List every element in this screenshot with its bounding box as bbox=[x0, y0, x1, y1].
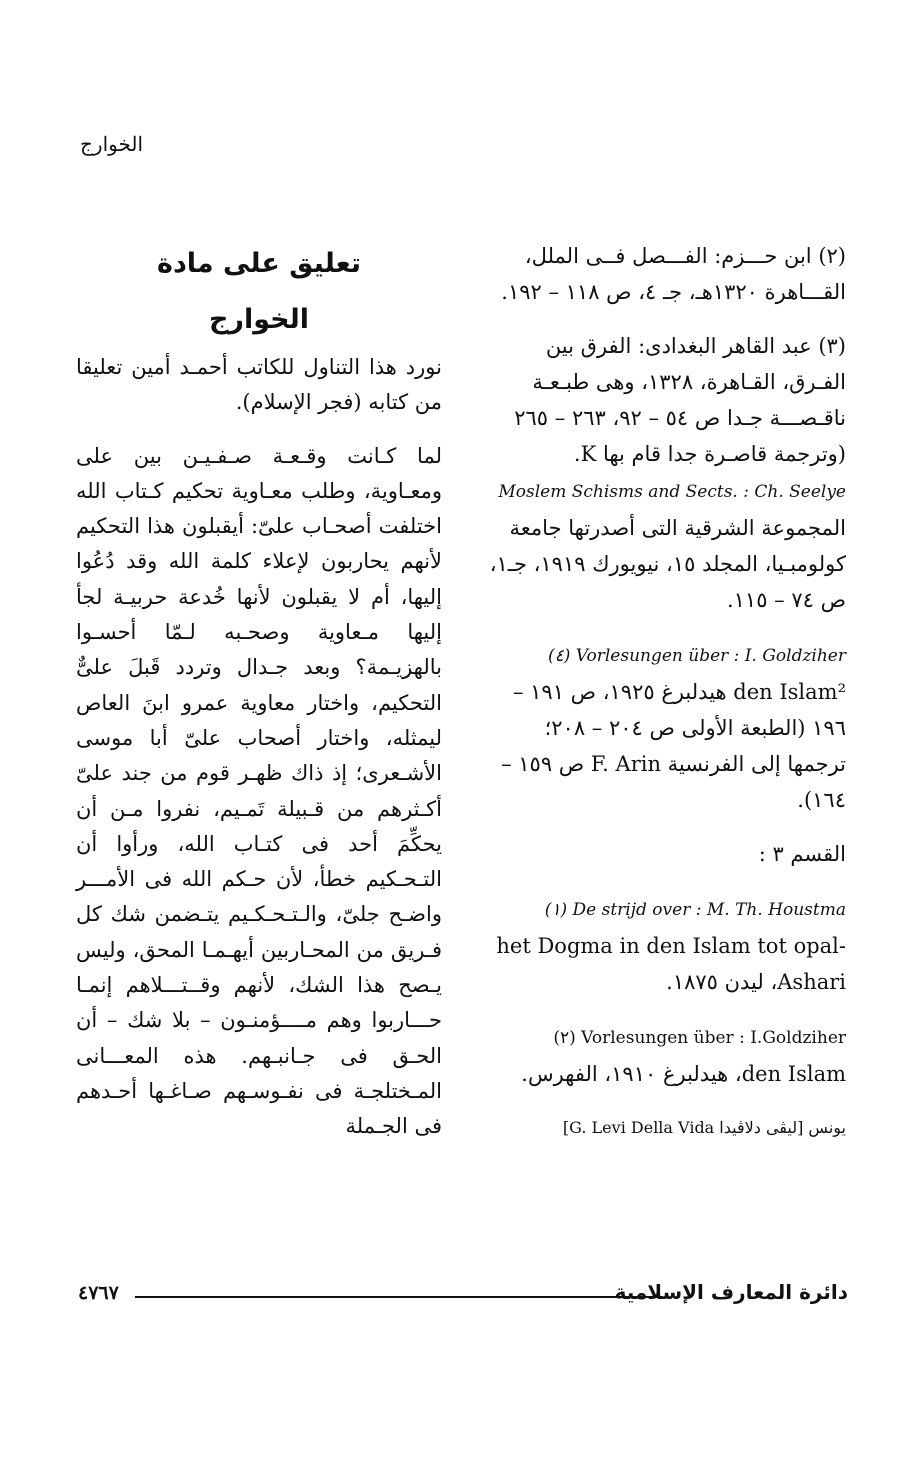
reference-2: (٢) ابن حـــزم: الفـــصل فــى الملل، القـــاهرة ١٣٢٠هـ، جـ ٤، ص ١١٨ – ١٩٢. bbox=[501, 244, 846, 304]
commentary-heading-line2: الخوارج bbox=[208, 304, 310, 335]
body-paragraph: لما كـانت وقـعـة صـفـيـن بين على ومعـاوية، وطلب معـاوية تحكيم كـتاب الله اختلفت أصحـاب علىّ: أيقبلون هذا التحكيم لأنهم يحاربون لإعلاء كلمة الله وقد دُعُوا إليها، أم لا يقبلون لأنها خُدعة حربيـة لجأ إليها مـعاوية وصحـبه لـمّا أحسـوا بالهزيـمة؟ وبعد جـدال وتردد قَبلَ علىٌّ التحكيم، واختار معاوية عمرو ابنَ العاص ليمثله، واختار أصحاب علىّ أبا موسى الأشـعرى؛ إذ ذاك ظهـر قوم من جند علىّ أكـثرهم من قـبيلة تَمـيم، نفروا مـن أن يحكِّمَ أحد فى كتـاب الله، ورأوا أن التـحـكيم خطأ، لأن حـكم الله فى الأمـــر واضـح جلىّ، والـتـحـكـيم يتـضمن شك كل فـريق من المحـاربين أيهـمـا المحق، وليس يـصح هذا الشك، لأنهم وقــتـــلاهم إنمـا حـــاربوا وهم مــــؤمنـون – بلا شك – أن الحـق فى جـانبـهم. هذه المعـــانى المـختلجـة فى نفـوسـهم صـاغـها أحـدهم فى الجـملة bbox=[76, 443, 442, 1139]
intro-paragraph: نورد هذا التناول للكاتب أحمـد أمين تعليقا من كتابه (فجر الإسلام). bbox=[76, 355, 442, 415]
reference-s3-2: den Islam، هيدلبرغ ١٩١٠، الفهرس. bbox=[521, 1062, 846, 1086]
reference-4-latin-text: Vorlesungen über : I. Goldziher (٤) bbox=[547, 646, 846, 666]
references-column bbox=[488, 238, 846, 1162]
page-number: ٤٧٦٧ bbox=[78, 1282, 119, 1304]
reference-s3-2-latin bbox=[488, 1018, 846, 1056]
reference-3-continued: المجموعة الشرقية التى أصدرتها جامعة كولومبـيا، المجلد ١٥، نيويورك ١٩١٩، جـ١، ص ٧٤ – ١١٥. bbox=[489, 516, 846, 612]
reference-s3-1: het Dogma in den Islam tot opal-Ashari، ليدن ١٨٧٥. bbox=[496, 934, 846, 994]
running-head: الخوارج bbox=[80, 132, 144, 156]
reference-s3-1-latin-text: De strijd over : M. Th. Houstma (١) bbox=[544, 900, 846, 920]
footer-rule bbox=[135, 1296, 663, 1298]
section-label: القسم ٣ : bbox=[758, 842, 846, 866]
author-byline: يونس [ليڤى دلاڤيدا G. Levi Della Vida] bbox=[562, 1118, 846, 1137]
reference-s3-1-latin bbox=[488, 890, 846, 928]
page-footer bbox=[78, 1282, 848, 1312]
reference-3-latin-text: Moslem Schisms and Sects. : Ch. Seelye bbox=[498, 482, 846, 502]
reference-4: den Islam² هيدلبرغ ١٩٢٥، ص ١٩١ – ١٩٦ (الطبعة الأولى ص ٢٠٤ – ٢٠٨؛ ترجمها إلى الفرنسية F. Arin ص ١٥٩ – ١٦٤). bbox=[501, 680, 846, 812]
reference-s3-2-latin-text: Vorlesungen über : I.Goldziher (٢) bbox=[553, 1028, 846, 1048]
reference-3: (٣) عبد القاهر البغدادى: الفرق بين الفـرق، القـاهرة، ١٣٢٨، وهى طبـعـة ناقـصـــة جـدا ص ٥٤ – ٩٢، ٢٦٣ – ٢٦٥ (وترجمة قاصـرة جدا قام بها K. bbox=[514, 334, 846, 466]
reference-4-latin bbox=[488, 636, 846, 674]
encyclopedia-title: دائرة المعارف الإسلامية bbox=[614, 1280, 848, 1304]
commentary-column bbox=[76, 238, 442, 1145]
reference-3-latin bbox=[488, 472, 846, 510]
commentary-heading-line1: تعليق على مادة bbox=[157, 248, 361, 279]
